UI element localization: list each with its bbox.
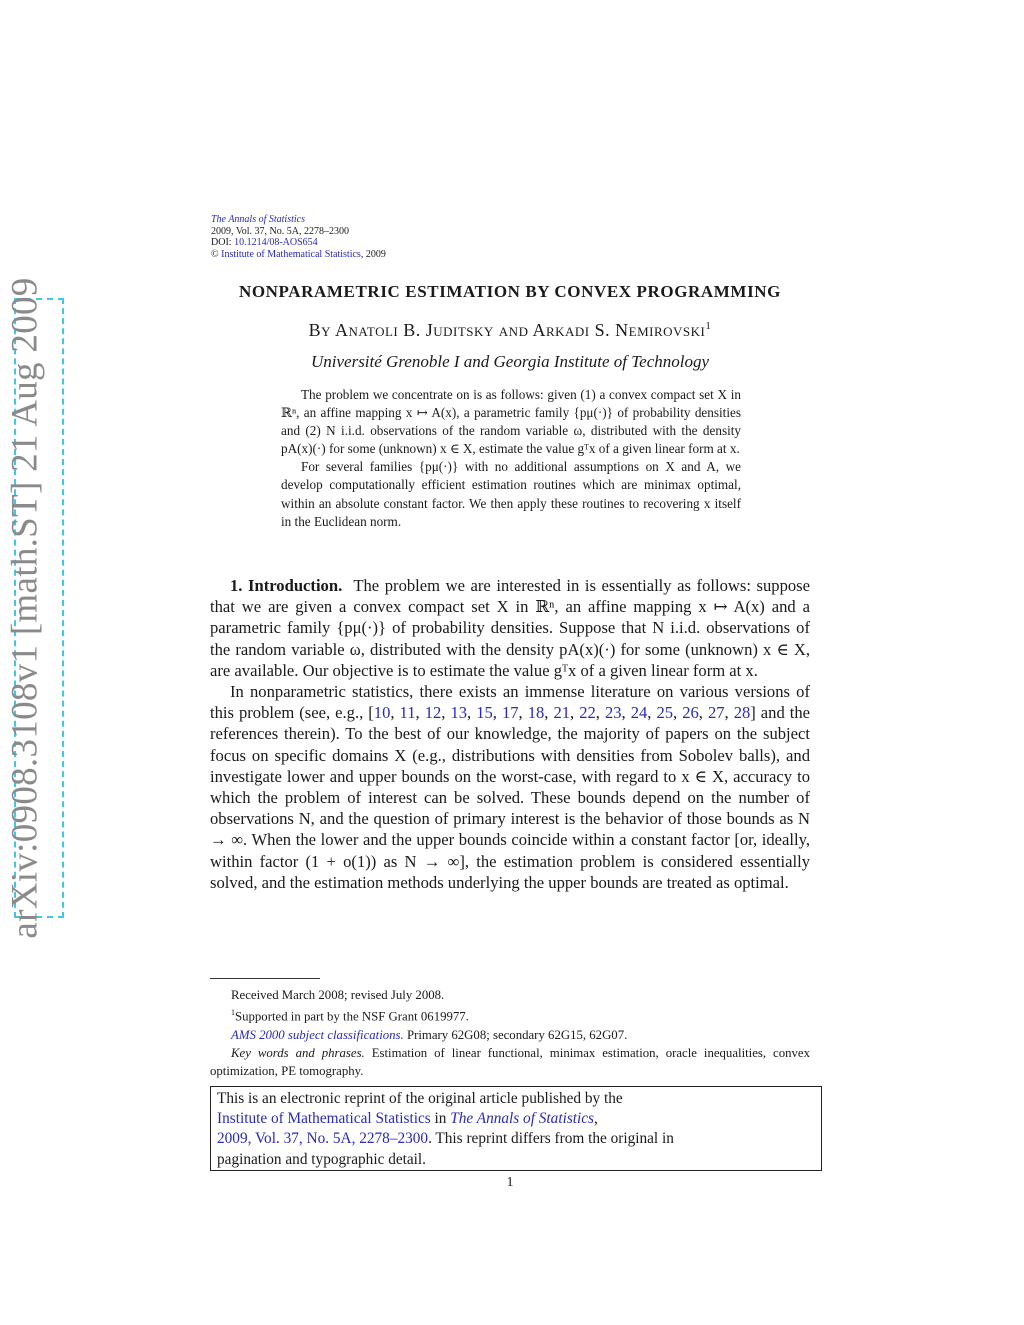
citation-link[interactable]: 27: [707, 703, 725, 723]
citation-link[interactable]: 22: [579, 703, 596, 723]
paper-title: NONPARAMETRIC ESTIMATION BY CONVEX PROGRAMMING: [238, 282, 781, 301]
citation-link[interactable]: 13: [450, 703, 468, 723]
copyright-year: , 2009: [360, 248, 386, 260]
arxiv-stamp: arXiv:0908.3108v1 [math.ST] 21 Aug 2009: [4, 277, 46, 939]
citation-link[interactable]: 15: [476, 703, 493, 723]
publisher-link[interactable]: Institute of Mathematical Statistics: [221, 248, 361, 260]
author-affiliation: Université Grenoble I and Georgia Institute of Technology: [310, 352, 710, 371]
page-number: 1: [506, 1175, 514, 1190]
intro-paragraph-2: In nonparametric statistics, there exists an immense literature on various versions of this problem (see, e.g., [10, 11, 12, 13, 15, 17, 18, 21, 22, 23, 24, 25, 26, 27, 28] and the references therein). To the best of our knowledge, the majority of papers on the subject focus on specific domains X (e.g., distributions with densities from Sobolev balls), and investigate lower and upper bounds on the worst-case, with regard to x ∈ X, accuracy to which the problem of interest can be solved. These bounds depend on the number of observations N, and the question of primary interest is the behavior of those bounds as N → ∞. When the lower and the upper bounds coincide within a constant factor [or, ideally, within factor (1 + o(1)) as N → ∞], the estimation problem is considered essentially solved, and the estimation methods underlying the upper bounds are treated as optimal.: [210, 682, 811, 892]
abstract: [281, 386, 741, 531]
reprint-line-4: pagination and typographic detail.: [217, 1150, 426, 1168]
citation-link[interactable]: 26: [682, 703, 699, 723]
keywords-text: Estimation of linear functional, minimax estimation, oracle inequalities, convex optimization, PE tomography.: [210, 1045, 810, 1079]
reprint-line-3: [217, 1129, 815, 1149]
citation-link[interactable]: 25: [656, 703, 674, 723]
abstract-paragraph-1: The problem we concentrate on is as follows: given (1) a convex compact set X in ℝⁿ, an affine mapping x ↦ A(x), a parametric family {pμ(·)} of probability densities and (2) N i.i.d. observations of the random variable ω, distributed with the density pA(x)(·) for some (unknown) x ∈ X, estimate the value gᵀx of a given linear form at x.: [281, 387, 741, 457]
reprint-notice-box: [210, 1086, 822, 1171]
journal-link[interactable]: The Annals of Statistics: [211, 214, 305, 225]
author-names: By Anatoli B. Juditsky and Arkadi S. Nemirovski: [308, 320, 706, 340]
intro-paragraph-2-start: In nonparametric statistics, there exists an immense literature on various versions of this problem (see, e.g., [: [210, 682, 810, 723]
citation-link[interactable]: 28: [733, 703, 751, 723]
reprint-line-1: This is an electronic reprint of the original article published by the: [217, 1090, 623, 1107]
citation-link[interactable]: 12: [424, 703, 442, 723]
reprint-in: in: [430, 1110, 451, 1128]
introduction-section: [210, 575, 810, 893]
volume-line: 2009, Vol. 37, No. 5A, 2278–2300: [211, 225, 349, 237]
reprint-line-2: [217, 1109, 815, 1129]
abstract-paragraph-2: For several families {pμ(·)} with no additional assumptions on X and A, we develop computationally efficient estimation routines which are minimax optimal, within an absolute constant factor. We then apply these routines to recovering x itself in the Euclidean norm.: [281, 459, 741, 529]
reprint-comma: ,: [594, 1110, 598, 1128]
footnotes: [210, 986, 810, 1080]
support-note: [210, 1004, 810, 1025]
journal-header: [211, 214, 386, 260]
doi-label: DOI:: [211, 237, 235, 249]
reprint-publisher-link[interactable]: Institute of Mathematical Statistics: [217, 1110, 431, 1128]
footnote-rule: [210, 978, 320, 979]
citation-link[interactable]: 17: [501, 703, 519, 723]
intro-paragraph-1-text: The problem we are interested in is essentially as follows: suppose that we are given a convex compact set X in ℝⁿ, an affine mapping x ↦ A(x) and a parametric family {pμ(·)} of probability densities. Suppose that N i.i.d. observations of the random variable ω, distributed with the density pA(x)(·) for some (unknown) x ∈ X, are available. Our objective is to estimate the value gᵀx of a given linear form at x.: [210, 576, 810, 680]
support-text: Supported in part by the NSF Grant 0619977.: [235, 1009, 469, 1024]
keywords-label: Key words and phrases.: [231, 1045, 365, 1060]
reprint-citation-link[interactable]: 2009, Vol. 37, No. 5A, 2278–2300: [217, 1130, 429, 1148]
reprint-journal-link[interactable]: The Annals of Statistics: [450, 1110, 595, 1128]
author-byline: [210, 320, 810, 341]
citation-link[interactable]: 21: [553, 703, 571, 723]
copyright-symbol: ©: [211, 248, 219, 260]
section-heading: 1. Introduction.: [230, 576, 343, 595]
received-note: Received March 2008; revised July 2008.: [231, 988, 445, 1002]
citation-link[interactable]: 24: [630, 703, 648, 723]
reprint-line-3-rest: . This reprint differs from the original in: [428, 1130, 674, 1148]
citation-link[interactable]: 23: [604, 703, 622, 723]
author-footnote-mark: 1: [705, 320, 712, 332]
citation-link[interactable]: 10: [373, 703, 391, 723]
doi-link[interactable]: 10.1214/08-AOS654: [234, 237, 318, 249]
intro-paragraph-1: [210, 575, 810, 681]
support-footnote-mark: 1: [231, 1008, 235, 1018]
ams-text: Primary 62G08; secondary 62G15, 62G07.: [403, 1027, 628, 1042]
keywords-note: [210, 1044, 810, 1080]
citation-link[interactable]: 18: [527, 703, 545, 723]
intro-paragraph-2-end: ] and the references therein). To the best of our knowledge, the majority of papers on the subject focus on specific domains X (e.g., distributions with densities from Sobolev balls), and investigate lower and upper bounds on the worst-case, with regard to x ∈ X, accuracy to which the problem of interest can be solved. These bounds depend on the number of observations N, and the question of primary interest is the behavior of those bounds as N → ∞. When the lower and the upper bounds coincide within a constant factor [or, ideally, within factor (1 + o(1)) as N → ∞], the estimation problem is considered essentially solved, and the estimation methods underlying the upper bounds are treated as optimal.: [210, 703, 811, 892]
citation-link[interactable]: 11: [399, 703, 416, 723]
ams-classification-link[interactable]: AMS 2000 subject classifications.: [231, 1027, 404, 1042]
ams-note: [210, 1026, 810, 1044]
